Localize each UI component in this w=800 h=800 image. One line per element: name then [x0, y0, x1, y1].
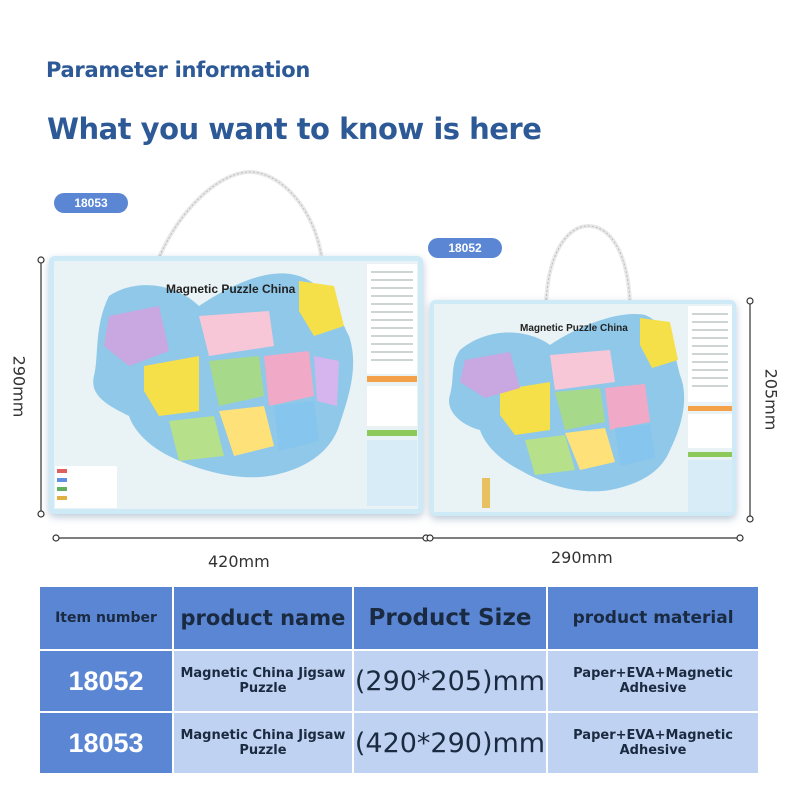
dimension-line-small-width — [425, 533, 745, 543]
hanging-rope-large — [150, 168, 330, 268]
cell-product-material: Paper+EVA+Magnetic Adhesive — [548, 713, 758, 773]
map-board-small — [430, 300, 736, 516]
page-subtitle: Parameter information — [46, 58, 311, 82]
table-row — [40, 713, 758, 773]
cell-product-name: Magnetic China Jigsaw Puzzle — [174, 651, 352, 711]
map-board-large — [49, 256, 423, 514]
dimension-line-large-width — [51, 533, 431, 543]
cell-product-material: Paper+EVA+Magnetic Adhesive — [548, 651, 758, 711]
badge-18052: 18052 — [428, 238, 502, 258]
header-product-material: product material — [548, 587, 758, 649]
cell-product-size: (420*290)mm — [354, 713, 546, 773]
header-product-name: product name — [174, 587, 352, 649]
dimension-label-small-width: 290mm — [551, 548, 613, 567]
cell-item-number: 18052 — [40, 651, 172, 711]
hanging-rope-small — [538, 222, 638, 312]
dimension-label-large-width: 420mm — [208, 552, 270, 571]
badge-18053: 18053 — [54, 193, 128, 213]
page-title: What you want to know is here — [47, 112, 542, 146]
cell-item-number: 18053 — [40, 713, 172, 773]
cell-product-name: Magnetic China Jigsaw Puzzle — [174, 713, 352, 773]
spec-table — [38, 585, 760, 775]
board-title-small: Magnetic Puzzle China — [520, 323, 628, 334]
dimension-label-large-height: 290mm — [9, 355, 29, 418]
header-item-number: Item number — [40, 587, 172, 649]
dimension-line-small-height — [745, 296, 755, 524]
table-row — [40, 651, 758, 711]
table-header-row — [40, 587, 758, 649]
header-product-size: Product Size — [354, 587, 546, 649]
board-title-large: Magnetic Puzzle China — [166, 282, 296, 296]
dimension-label-small-height: 205mm — [761, 368, 781, 431]
cell-product-size: (290*205)mm — [354, 651, 546, 711]
dimension-line-large-height — [36, 255, 46, 519]
